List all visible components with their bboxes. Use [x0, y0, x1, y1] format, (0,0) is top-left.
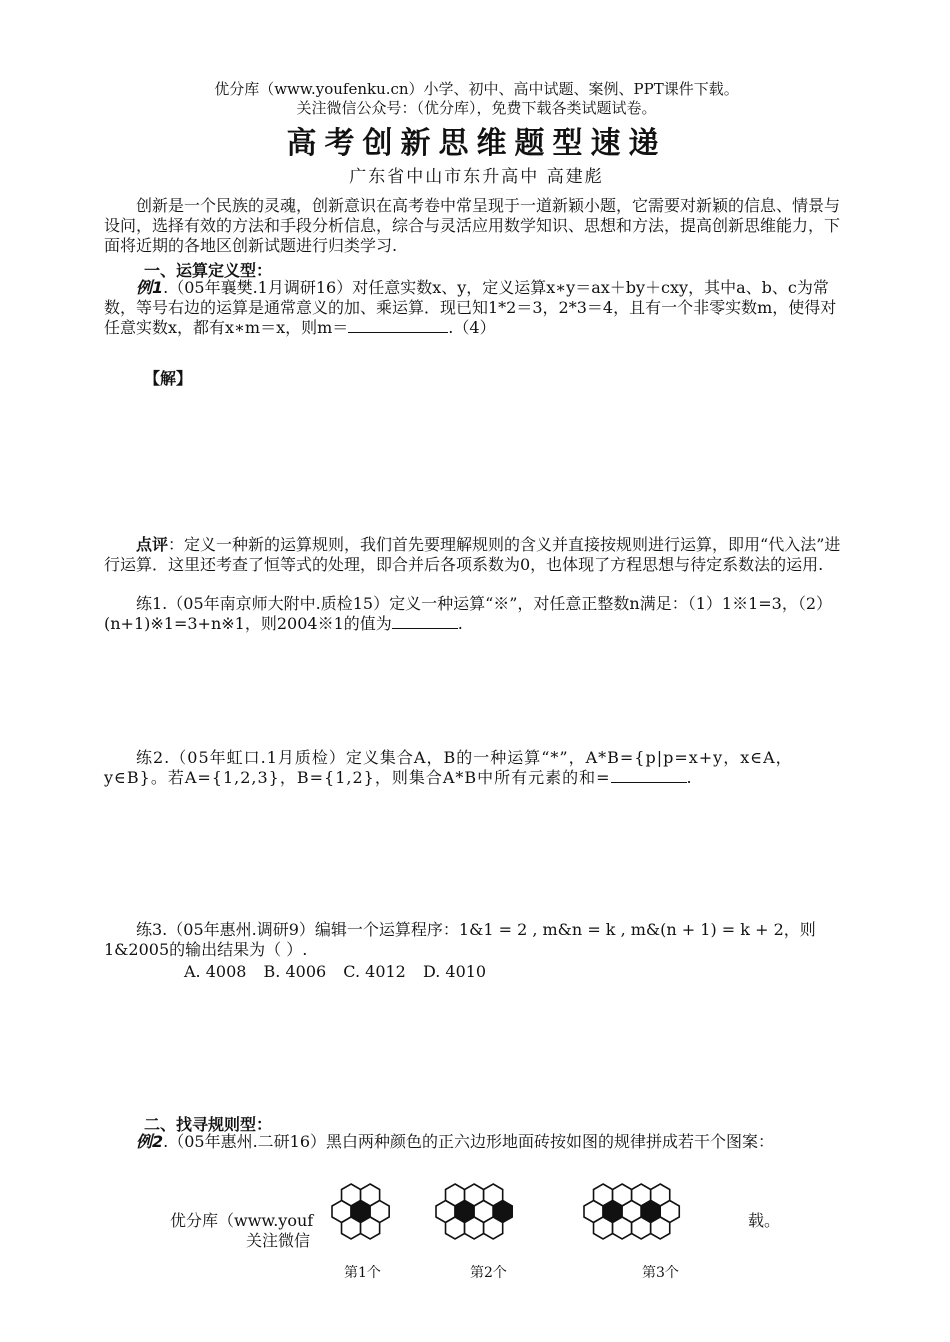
example-1: [104, 278, 849, 338]
figure-caption-1: 第1个: [344, 1265, 381, 1281]
practice-3: 练3.（05年惠州.调研9）编辑一个运算程序：1&1 = 2 , m&n = k , m&(n + 1) = k + 2，则1&2005的输出结果为（ ）.: [104, 920, 816, 959]
hexagon-figure-2: [430, 1172, 570, 1264]
white-hex-tile: [342, 1217, 361, 1239]
section-1-heading: 一、运算定义型：: [144, 261, 273, 280]
practice-3-choices: [184, 962, 498, 981]
example-2-text: .（05年惠州.二研16）黑白两种颜色的正六边形地面砖按如图的规律拼成若干个图案：: [163, 1132, 775, 1151]
choice-a[interactable]: A. 4008: [184, 962, 247, 981]
white-hex-tile: [361, 1217, 380, 1239]
practice-2: [104, 748, 849, 788]
white-hex-tile: [484, 1217, 503, 1239]
practice-2-text: 练2.（05年虹口.1月质检）定义集合A，B的一种运算“*”，A*B={p|p=x+y，x∈A，y∈B}。若A={1,2,3}，B={1,2}，则集合A*B中所有元素的和=: [104, 748, 793, 787]
hexagon-figure-3: [578, 1172, 756, 1264]
footer-line-2-left: 关注微信: [246, 1231, 311, 1250]
white-hex-tile: [651, 1217, 670, 1239]
comment-paragraph: [104, 535, 849, 575]
answer-blank-1[interactable]: [348, 318, 448, 333]
header-line-2: 关注微信公众号：（优分库），免费下载各类试题试卷。: [296, 99, 657, 117]
example-1-text: .（05年襄樊.1月调研16）对任意实数x、y，定义运算x∗y＝ax＋by＋cxy，其中a、b、c为常数，等号右边的运算是通常意义的加、乘运算．现已知1*2＝3，2*3＝4，且有一个非零实数m，使得对任意实数x，都有x∗m＝x，则m＝: [104, 278, 837, 337]
choice-b[interactable]: B. 4006: [263, 962, 327, 981]
example-1-answer: .（4）: [448, 318, 496, 337]
answer-blank-2[interactable]: [392, 614, 458, 629]
figure-caption-3: 第3个: [642, 1265, 679, 1281]
header-line-1: 优分库（www.youfenku.cn）小学、初中、高中试题、案例、PPT课件下载。: [214, 80, 739, 98]
footer-line-1-right: 载。: [748, 1211, 781, 1230]
white-hex-tile: [594, 1217, 613, 1239]
example-1-label: 例1: [136, 278, 164, 297]
answer-blank-3[interactable]: [611, 768, 687, 783]
figure-caption-2: 第2个: [470, 1265, 507, 1281]
choice-c[interactable]: C. 4012: [343, 962, 406, 981]
comment-text: ：定义一种新的运算规则，我们首先要理解规则的含义并直接按规则进行运算，即用“代入法”进行运算．这里还考查了恒等式的处理，即合并后各项系数为0，也体现了方程思想与待定系数法的运用.: [104, 535, 841, 574]
white-hex-tile: [613, 1217, 632, 1239]
example-2-label: 例2: [136, 1132, 164, 1151]
hexagon-figure-1: [326, 1172, 430, 1264]
author-line: 广东省中山市东升高中 高建彪: [349, 167, 604, 187]
white-hex-tile: [632, 1217, 651, 1239]
section-2-heading: 二、找寻规则型：: [144, 1115, 273, 1134]
footer-line-1-left: 优分库（www.youf: [170, 1211, 314, 1230]
solution-label: 【解】: [144, 369, 193, 388]
practice-1-text: 练1.（05年南京师大附中.质检15）定义一种运算“※”，对任意正整数n满足：（1）1※1=3，（2）(n+1)※1=3+n※1，则2004※1的值为: [104, 594, 833, 633]
intro-paragraph: 创新是一个民族的灵魂，创新意识在高考卷中常呈现于一道新颖小题，它需要对新颖的信息、情景与设问，选择有效的方法和手段分析信息，综合与灵活应用数学知识、思想和方法，提高创新思维能力，下面将近期的各地区创新试题进行归类学习.: [104, 196, 841, 255]
white-hex-tile: [465, 1217, 484, 1239]
practice-1-end: .: [457, 614, 463, 633]
choice-d[interactable]: D. 4010: [422, 962, 487, 981]
white-hex-tile: [446, 1217, 465, 1239]
example-2: [104, 1132, 849, 1152]
comment-label: 点评: [136, 535, 169, 554]
practice-2-end: .: [686, 768, 693, 787]
page-title: 高考创新思维题型速递: [286, 126, 667, 161]
practice-1: [104, 594, 849, 634]
